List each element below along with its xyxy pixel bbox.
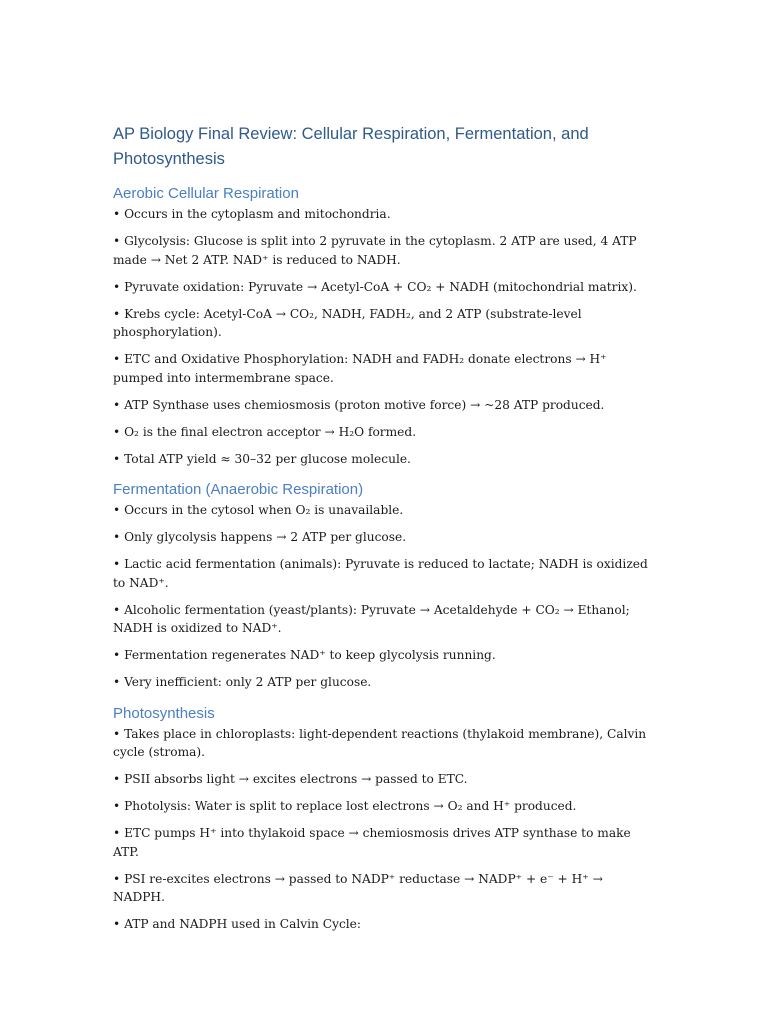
bullet-item: • Fermentation regenerates NAD⁺ to keep glycolysis running. <box>113 648 496 662</box>
bullet-item: • PSII absorbs light → excites electrons → passed to ETC. <box>113 772 468 786</box>
bullet-item: • ATP and NADPH used in Calvin Cycle: <box>113 917 361 931</box>
bullet-item: • Takes place in chloroplasts: light-dependent reactions (thylakoid membrane), Calvin cycle (stroma). <box>113 726 647 759</box>
bullet-item: • ATP Synthase uses chemiosmosis (proton motive force) → ~28 ATP produced. <box>113 397 605 412</box>
section-photosynthesis <box>113 704 653 934</box>
section-aerobic-respiration <box>113 184 653 468</box>
bullet-item: • Very inefficient: only 2 ATP per glucose. <box>113 675 372 689</box>
bullet-item: • Alcoholic fermentation (yeast/plants): Pyruvate → Acetaldehyde + CO₂ → Ethanol; NADH is oxidized to NAD⁺. <box>113 602 630 635</box>
bullet-item: • Occurs in the cytoplasm and mitochondria. <box>113 207 391 221</box>
bullet-item: • Glycolysis: Glucose is split into 2 pyruvate in the cytoplasm. 2 ATP are used, 4 ATP made → Net 2 ATP. NAD⁺ is reduced to NADH. <box>113 234 637 267</box>
section-fermentation <box>113 480 653 692</box>
bullet-item: • PSI re-excites electrons → passed to NADP⁺ reductase → NADP⁺ + e⁻ + H⁺ → NADPH. <box>113 871 603 904</box>
bullet-item: • Lactic acid fermentation (animals): Pyruvate is reduced to lactate; NADH is oxidized to NAD⁺. <box>113 557 648 590</box>
section-heading: Fermentation (Anaerobic Respiration) <box>113 481 364 498</box>
document-title: AP Biology Final Review: Cellular Respiration, Fermentation, and Photosynthesis <box>113 125 589 168</box>
bullet-item: • Only glycolysis happens → 2 ATP per glucose. <box>113 530 407 544</box>
bullet-item: • Total ATP yield ≈ 30–32 per glucose molecule. <box>113 451 411 466</box>
document-page <box>113 122 653 946</box>
bullet-item: • Pyruvate oxidation: Pyruvate → Acetyl-CoA + CO₂ + NADH (mitochondrial matrix). <box>113 279 637 294</box>
section-heading: Aerobic Cellular Respiration <box>113 185 299 202</box>
bullet-item: • Occurs in the cytosol when O₂ is unavailable. <box>113 503 404 517</box>
bullet-item: • O₂ is the final electron acceptor → H₂O formed. <box>113 424 417 439</box>
bullet-item: • ETC pumps H⁺ into thylakoid space → chemiosmosis drives ATP synthase to make ATP. <box>113 826 631 859</box>
bullet-item: • Photolysis: Water is split to replace lost electrons → O₂ and H⁺ produced. <box>113 799 577 813</box>
bullet-item: • ETC and Oxidative Phosphorylation: NADH and FADH₂ donate electrons → H⁺ pumped into intermembrane space. <box>113 352 607 385</box>
section-heading: Photosynthesis <box>113 704 215 722</box>
bullet-item: • Krebs cycle: Acetyl-CoA → CO₂, NADH, FADH₂, and 2 ATP (substrate-level phosphorylation). <box>113 306 582 339</box>
